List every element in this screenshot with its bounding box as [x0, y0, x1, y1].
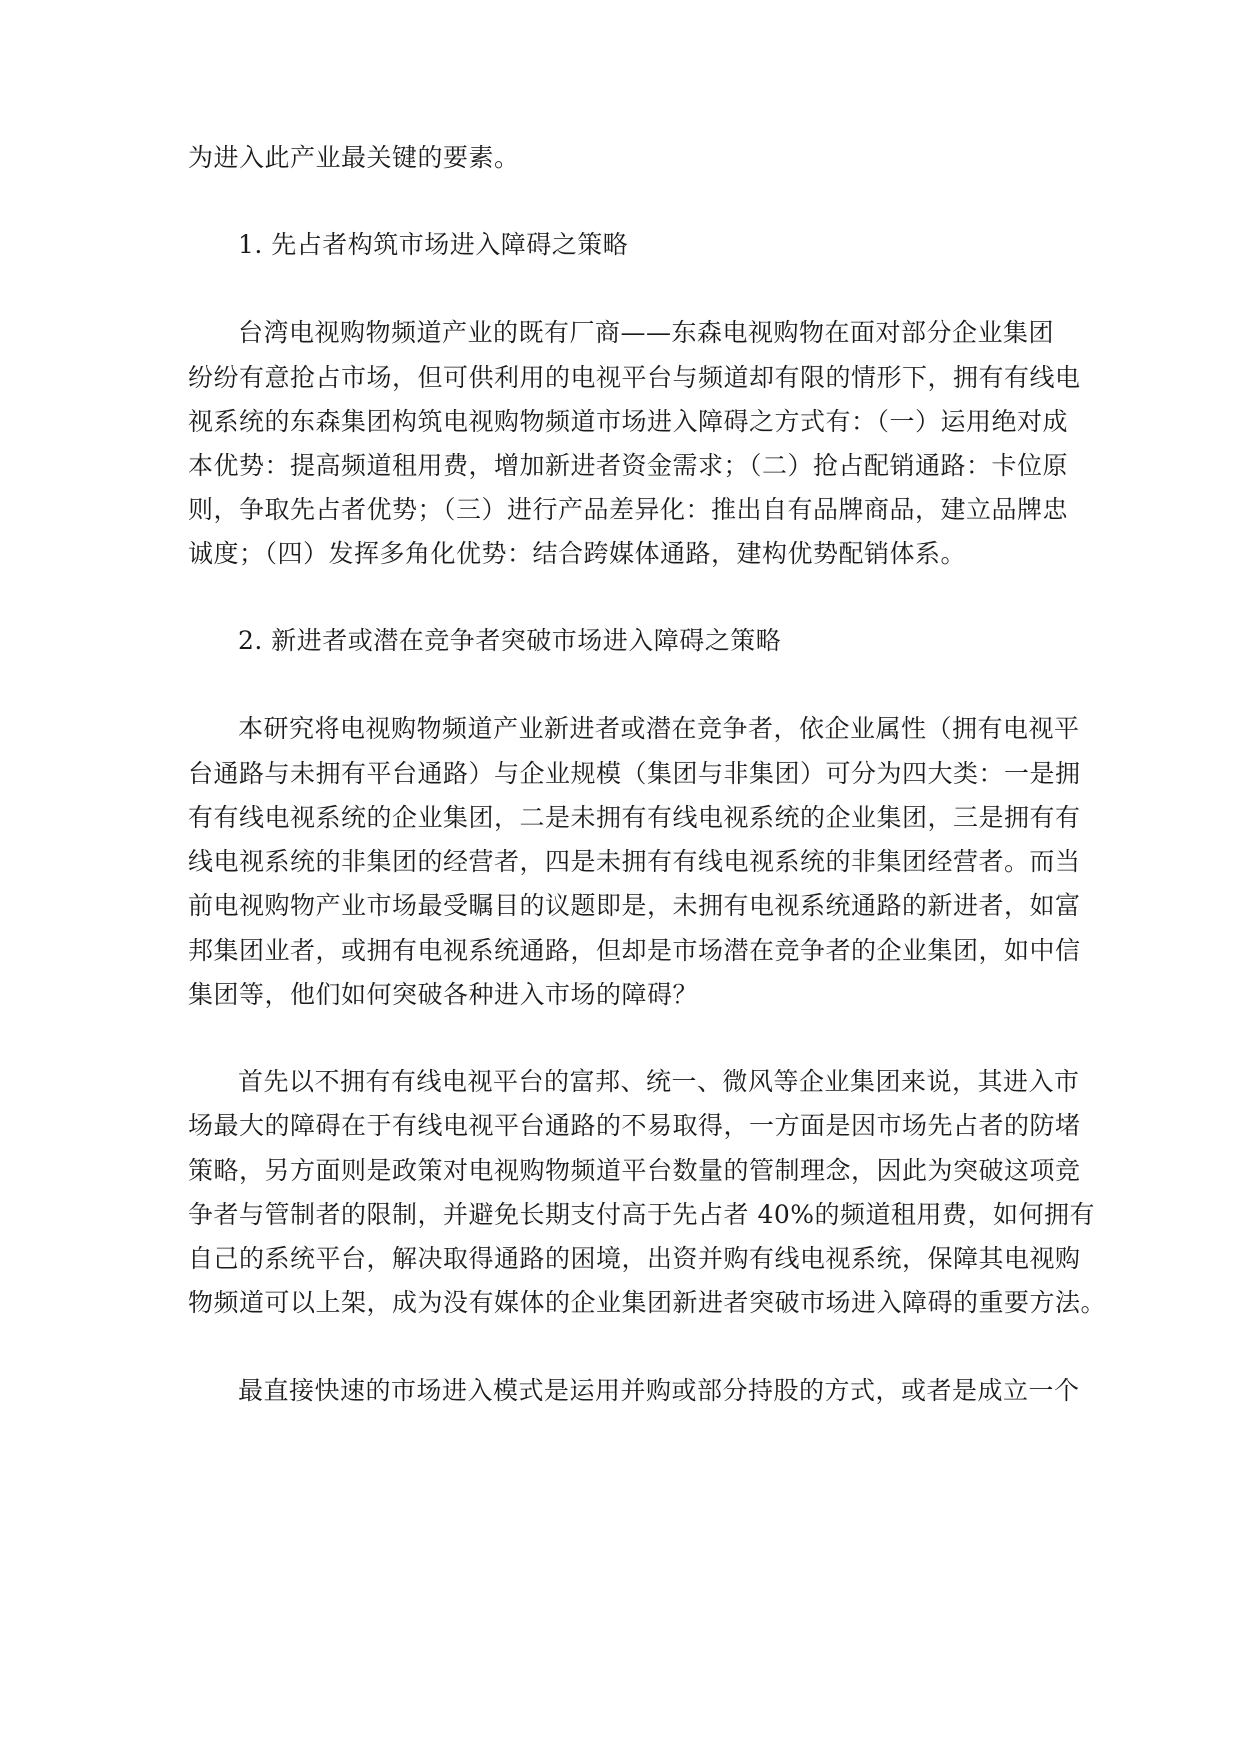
paragraph-line: 争者与管制者的限制，并避免长期支付高于先占者 40%的频道租用费，如何拥有 [188, 1200, 1096, 1229]
paragraph-line: 台湾电视购物频道产业的既有厂商——东森电视购物在面对部分企业集团 [238, 318, 1055, 347]
section1-heading: 1. 先占者构筑市场进入障碍之策略 [238, 230, 629, 259]
paragraph-line: 集团等，他们如何突破各种进入市场的障碍？ [188, 980, 699, 1009]
paragraph-line: 本优势：提高频道租用费，增加新进者资金需求；（二）抢占配销通路：卡位原 [188, 451, 1069, 480]
paragraph-line: 有有线电视系统的企业集团，二是未拥有有线电视系统的企业集团，三是拥有有 [188, 803, 1081, 832]
paragraph-line: 前电视购物产业市场最受瞩目的议题即是，未拥有电视系统通路的新进者，如富 [188, 891, 1081, 920]
paragraph-line: 策略，另方面则是政策对电视购物频道平台数量的管制理念，因此为突破这项竞 [188, 1156, 1081, 1185]
paragraph-line: 视系统的东森集团构筑电视购物频道市场进入障碍之方式有：（一）运用绝对成 [188, 407, 1069, 436]
paragraph-line: 则，争取先占者优势；（三）进行产品差异化：推出自有品牌商品，建立品牌忠 [188, 495, 1069, 524]
paragraph-line: 本研究将电视购物频道产业新进者或潜在竞争者，依企业属性（拥有电视平 [238, 714, 1080, 743]
paragraph-line: 自己的系统平台，解决取得通路的困境，出资并购有线电视系统，保障其电视购 [188, 1244, 1081, 1273]
intro-line: 为进入此产业最关键的要素。 [188, 143, 520, 172]
paragraph-line: 纷纷有意抢占市场，但可供利用的电视平台与频道却有限的情形下，拥有有线电 [188, 363, 1081, 392]
paragraph-line: 诚度；（四）发挥多角化优势：结合跨媒体通路，建构优势配销体系。 [188, 539, 967, 568]
paragraph-line: 线电视系统的非集团的经营者，四是未拥有有线电视系统的非集团经营者。而当 [188, 847, 1081, 876]
section2-heading: 2. 新进者或潜在竞争者突破市场进入障碍之策略 [238, 626, 782, 655]
paragraph-line: 物频道可以上架，成为没有媒体的企业集团新进者突破市场进入障碍的重要方法。 [188, 1288, 1107, 1317]
paragraph-line: 最直接快速的市场进入模式是运用并购或部分持股的方式，或者是成立一个 [238, 1376, 1080, 1405]
paragraph-line: 台通路与未拥有平台通路）与企业规模（集团与非集团）可分为四大类：一是拥 [188, 759, 1081, 788]
paragraph-line: 首先以不拥有有线电视平台的富邦、统一、微风等企业集团来说，其进入市 [238, 1067, 1080, 1096]
paragraph-line: 场最大的障碍在于有线电视平台通路的不易取得，一方面是因市场先占者的防堵 [188, 1111, 1081, 1140]
paragraph-line: 邦集团业者，或拥有电视系统通路，但却是市场潜在竞争者的企业集团，如中信 [188, 936, 1081, 965]
